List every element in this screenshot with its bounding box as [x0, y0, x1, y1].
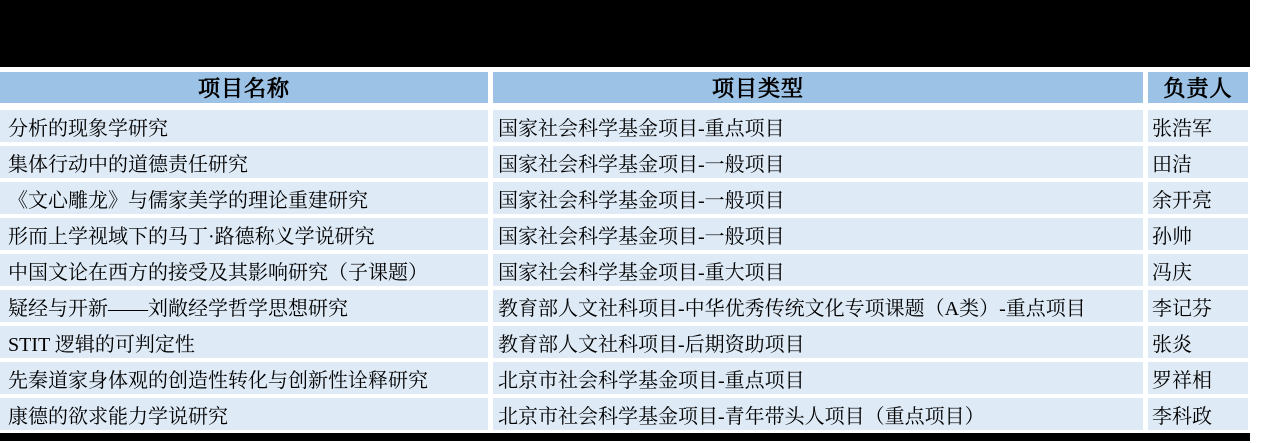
- column-header-project-name: 项目名称: [0, 72, 488, 103]
- project-lead-cell: 罗祥相: [1148, 362, 1248, 394]
- table-row: [0, 398, 1248, 430]
- project-lead-cell: 余开亮: [1148, 182, 1248, 214]
- table-row: [0, 290, 1248, 322]
- table-bottom-border: [0, 433, 1250, 441]
- table-row: [0, 146, 1248, 178]
- project-lead-cell: 冯庆: [1148, 254, 1248, 286]
- project-lead-cell: 李科政: [1148, 398, 1248, 430]
- project-name-cell: 康德的欲求能力学说研究: [0, 398, 488, 430]
- project-name-cell: 中国文论在西方的接受及其影响研究（子课题）: [0, 254, 488, 286]
- project-type-cell: 国家社会科学基金项目-重点项目: [493, 110, 1143, 142]
- table-row: [0, 326, 1248, 358]
- redacted-title-band: [0, 0, 1250, 67]
- table-row: [0, 218, 1248, 250]
- project-name-cell: 疑经与开新——刘敞经学哲学思想研究: [0, 290, 488, 322]
- table-row: [0, 182, 1248, 214]
- project-name-cell: STIT 逻辑的可判定性: [0, 326, 488, 358]
- project-name-cell: 《文心雕龙》与儒家美学的理论重建研究: [0, 182, 488, 214]
- project-lead-cell: 张浩军: [1148, 110, 1248, 142]
- project-lead-cell: 孙帅: [1148, 218, 1248, 250]
- project-type-cell: 教育部人文社科项目-中华优秀传统文化专项课题（A类）-重点项目: [493, 290, 1143, 322]
- table-body: [0, 110, 1248, 430]
- table-header-row: [0, 72, 1248, 103]
- table-row: [0, 254, 1248, 286]
- project-type-cell: 国家社会科学基金项目-一般项目: [493, 182, 1143, 214]
- project-type-cell: 国家社会科学基金项目-重大项目: [493, 254, 1143, 286]
- column-header-lead: 负责人: [1148, 72, 1248, 103]
- project-type-cell: 教育部人文社科项目-后期资助项目: [493, 326, 1143, 358]
- project-lead-cell: 李记芬: [1148, 290, 1248, 322]
- project-type-cell: 北京市社会科学基金项目-重点项目: [493, 362, 1143, 394]
- projects-table: [0, 72, 1248, 430]
- project-lead-cell: 张炎: [1148, 326, 1248, 358]
- project-type-cell: 北京市社会科学基金项目-青年带头人项目（重点项目）: [493, 398, 1143, 430]
- project-name-cell: 形而上学视域下的马丁·路德称义学说研究: [0, 218, 488, 250]
- table-row: [0, 110, 1248, 142]
- project-name-cell: 先秦道家身体观的创造性转化与创新性诠释研究: [0, 362, 488, 394]
- project-name-cell: 分析的现象学研究: [0, 110, 488, 142]
- project-type-cell: 国家社会科学基金项目-一般项目: [493, 218, 1143, 250]
- column-header-project-type: 项目类型: [493, 72, 1143, 103]
- project-type-cell: 国家社会科学基金项目-一般项目: [493, 146, 1143, 178]
- project-name-cell: 集体行动中的道德责任研究: [0, 146, 488, 178]
- project-lead-cell: 田洁: [1148, 146, 1248, 178]
- table-row: [0, 362, 1248, 394]
